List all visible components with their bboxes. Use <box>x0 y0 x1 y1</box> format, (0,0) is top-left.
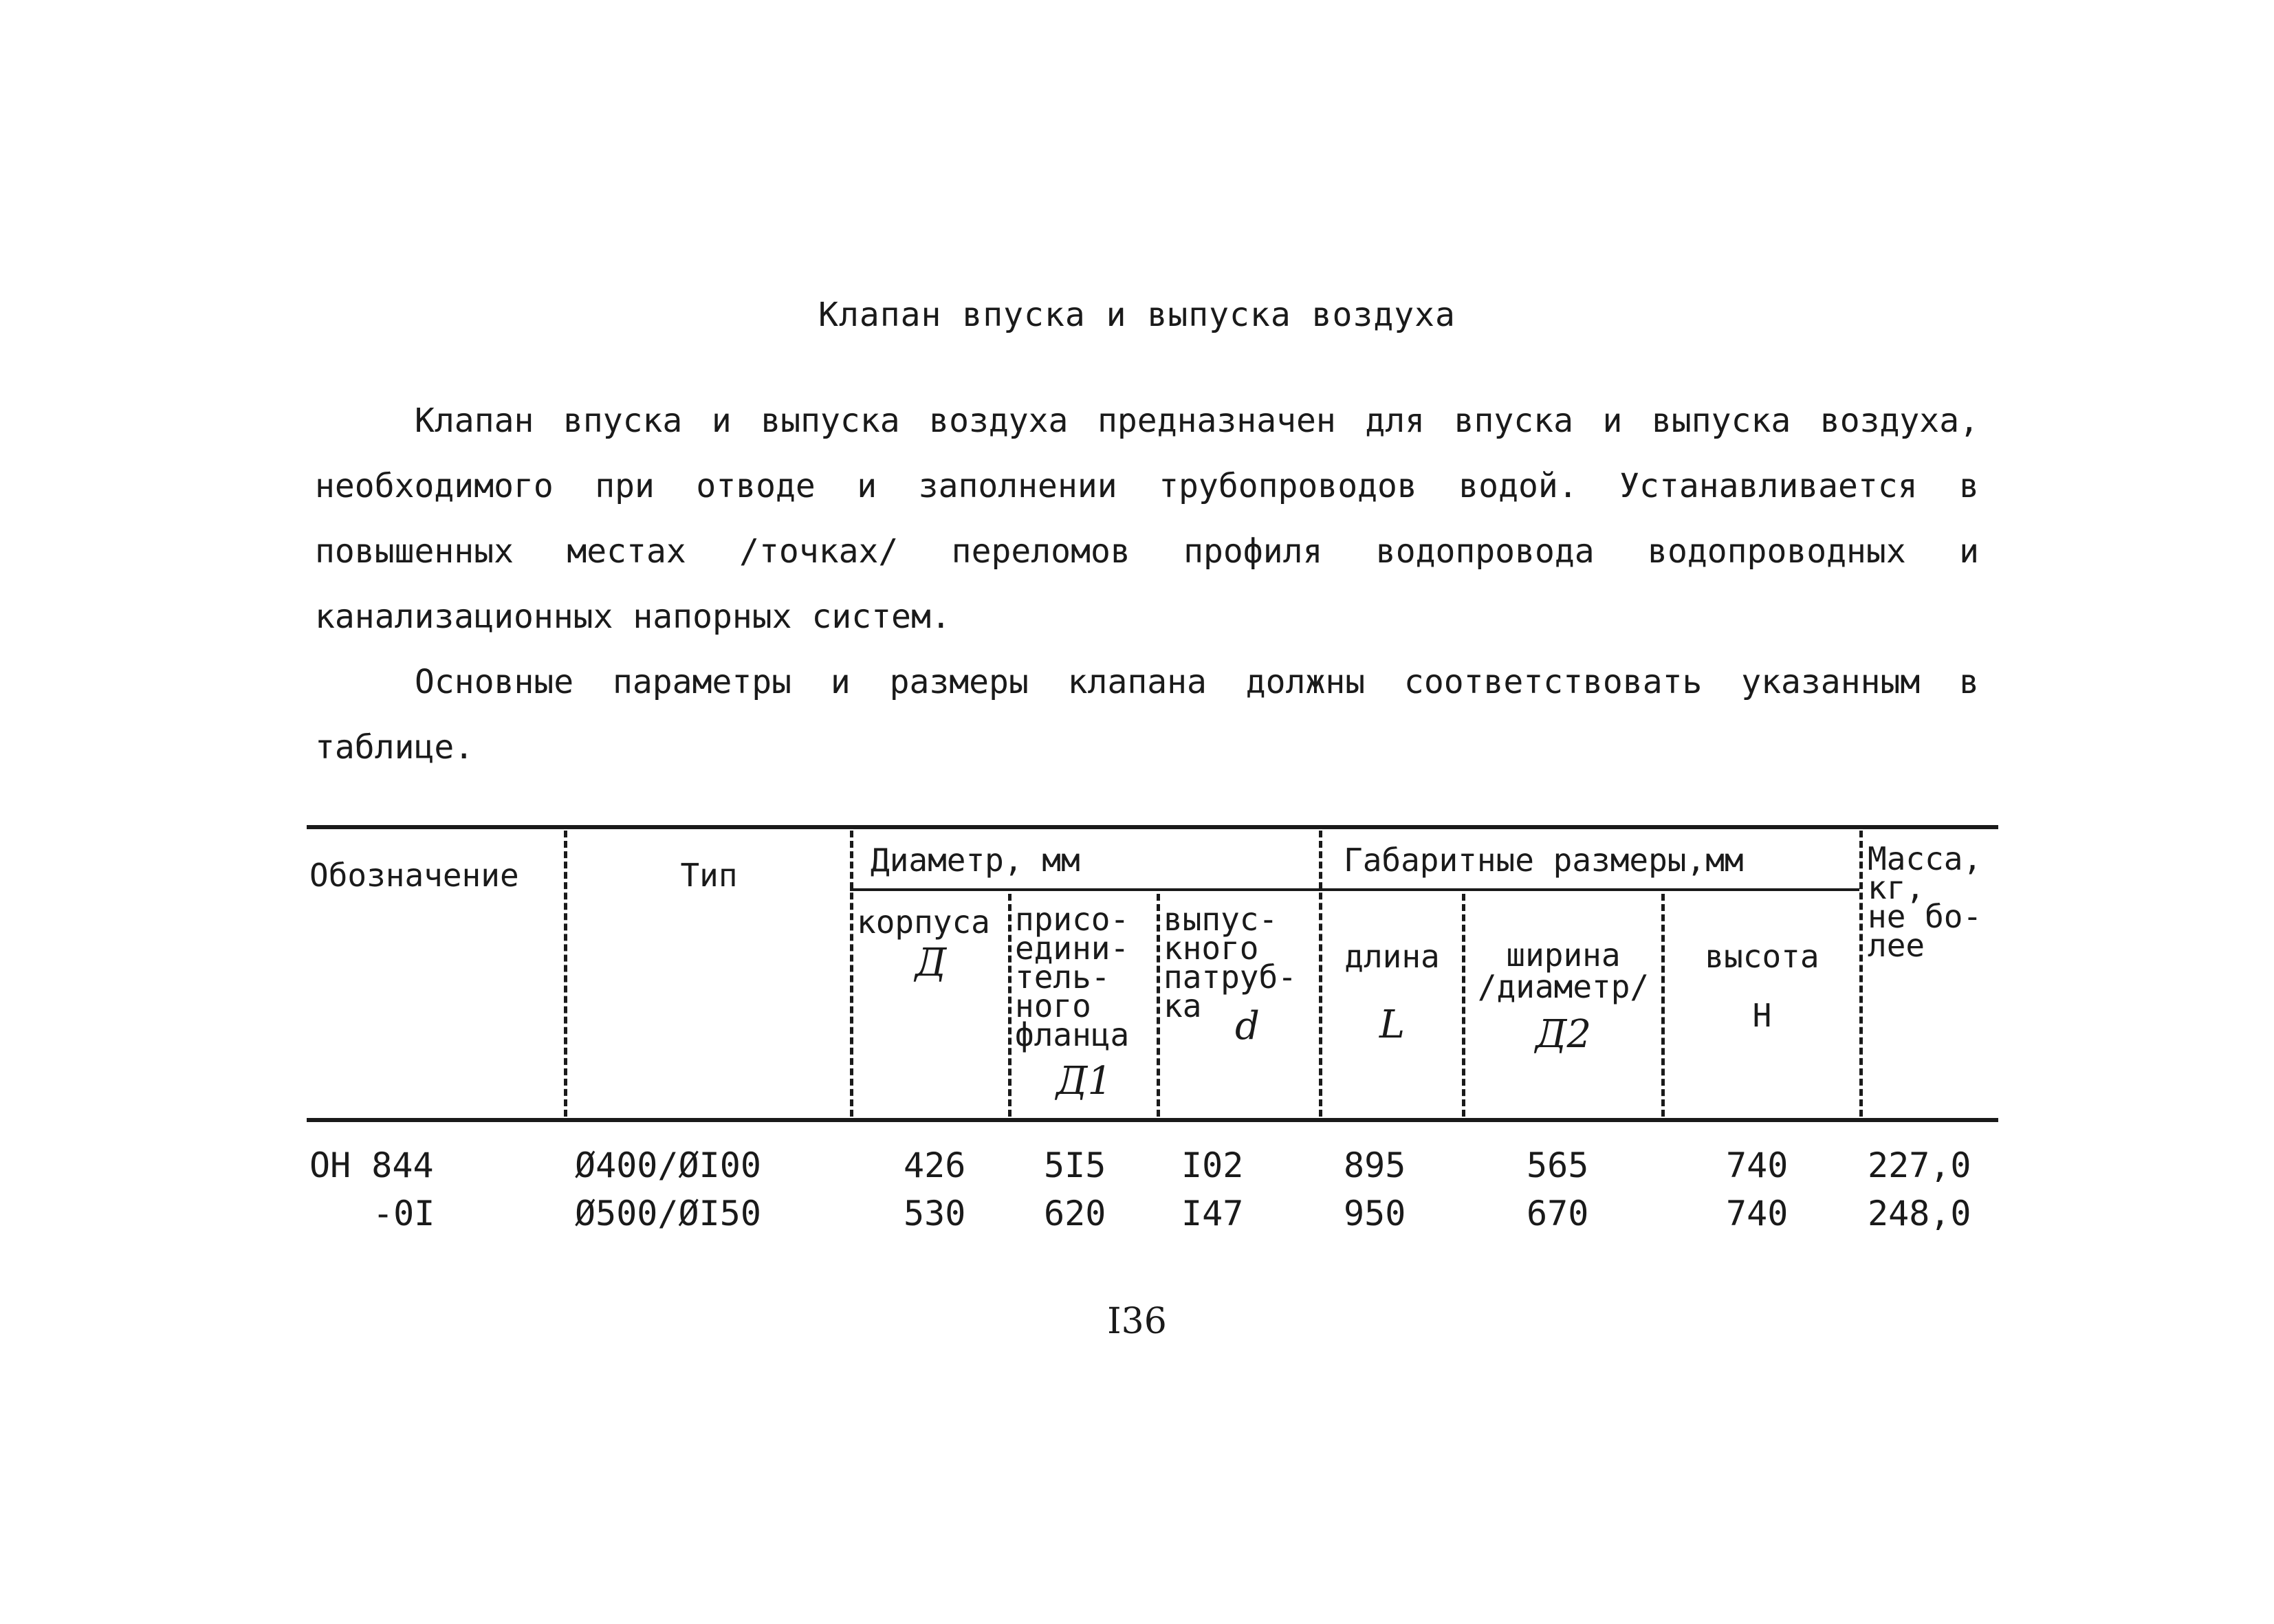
header-width <box>1465 936 1661 1005</box>
table-top-rule <box>307 825 1998 829</box>
cell-height: 740 <box>1726 1194 1789 1233</box>
column-divider <box>1859 831 1863 1117</box>
cell-flange-diameter: 620 <box>1044 1194 1106 1233</box>
header-mass-line: не бо- <box>1868 898 1982 935</box>
header-mass-line: кг, <box>1868 869 1925 906</box>
table-row <box>307 1193 1998 1234</box>
specification-table <box>307 825 1998 1128</box>
header-width-symbol: Д2 <box>1535 1012 1592 1057</box>
header-diameter-group: Диаметр, мм <box>871 842 1080 879</box>
cell-type: Ø400/ØI00 <box>575 1145 761 1185</box>
header-overall-group: Габаритные размеры,мм <box>1344 842 1744 879</box>
header-outlet <box>1163 901 1297 1024</box>
header-mass-line: лее <box>1868 927 1925 964</box>
column-divider <box>1319 831 1322 1117</box>
cell-flange-diameter: 5I5 <box>1044 1145 1106 1185</box>
cell-outlet-diameter: I47 <box>1181 1194 1244 1233</box>
header-body-symbol: Д <box>915 941 947 985</box>
header-designation: Обозначение <box>309 857 519 894</box>
header-length: длина <box>1344 938 1440 975</box>
header-outlet-symbol: d <box>1235 1004 1260 1049</box>
cell-body-diameter: 426 <box>904 1145 966 1185</box>
document-title: Клапан впуска и выпуска воздуха <box>818 296 1456 334</box>
header-mass-line: Масса, <box>1868 840 1982 877</box>
page-number: I36 <box>1107 1301 1167 1342</box>
paragraph-description: Клапан впуска и выпуска воздуха предназначен для впуска и выпуска воздуха, необходимого при отводе и заполнении трубопроводов водой. Устанавливается в повышенных местах /точках/ переломов профиля водопровода водопроводных и канализационных напорных систем. <box>315 402 1979 636</box>
header-flange-line: присо- <box>1015 901 1130 938</box>
cell-designation: ОН 844 <box>309 1145 434 1185</box>
diameter-group-rule <box>850 888 1319 891</box>
header-width-line: ширина <box>1506 936 1621 974</box>
cell-mass: 248,0 <box>1868 1194 1971 1233</box>
header-outlet-line: патруб- <box>1163 958 1297 996</box>
cell-designation: -0I <box>373 1194 435 1233</box>
header-outlet-line: выпус- <box>1163 901 1278 938</box>
cell-length: 950 <box>1344 1194 1406 1233</box>
column-divider <box>564 831 567 1117</box>
header-height-symbol: Н <box>1752 997 1772 1034</box>
cell-body-diameter: 530 <box>904 1194 966 1233</box>
header-type: Тип <box>680 857 738 894</box>
cell-type: Ø500/ØI50 <box>575 1194 761 1233</box>
column-divider <box>1157 894 1160 1117</box>
overall-group-rule <box>1319 888 1859 891</box>
header-length-symbol: L <box>1379 1002 1406 1047</box>
cell-mass: 227,0 <box>1868 1145 1971 1185</box>
header-outlet-line: кного <box>1163 930 1259 967</box>
table-row <box>307 1145 1998 1186</box>
header-flange-line: едини- <box>1015 930 1130 967</box>
header-width-line: /диаметр/ <box>1477 968 1650 1005</box>
cell-outlet-diameter: I02 <box>1181 1145 1244 1185</box>
header-mass <box>1868 840 1982 964</box>
cell-height: 740 <box>1726 1145 1789 1185</box>
paragraph-table-reference: Основные параметры и размеры клапана должны соответствовать указанным в таблице. <box>315 663 1979 767</box>
header-flange-line: ного <box>1015 987 1091 1024</box>
table-header-bottom-rule <box>307 1118 1998 1122</box>
cell-length: 895 <box>1344 1145 1406 1185</box>
header-flange-line: тель- <box>1015 958 1111 996</box>
header-flange-line: фланца <box>1015 1016 1130 1053</box>
header-flange-symbol: Д1 <box>1056 1059 1113 1104</box>
column-divider <box>1462 894 1465 1117</box>
header-flange <box>1015 901 1130 1053</box>
header-height: высота <box>1705 938 1819 975</box>
cell-width: 670 <box>1527 1194 1589 1233</box>
header-outlet-line: ка <box>1163 987 1202 1024</box>
header-body: корпуса <box>857 903 990 941</box>
cell-width: 565 <box>1527 1145 1589 1185</box>
